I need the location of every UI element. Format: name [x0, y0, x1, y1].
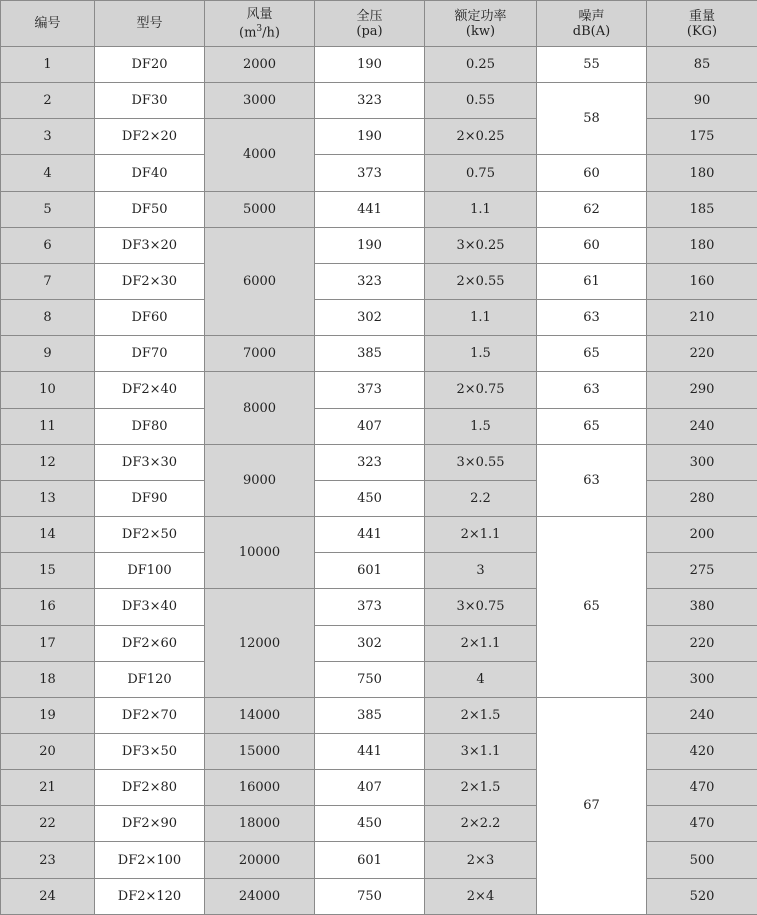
cell-power: 2×2.2 — [425, 806, 537, 842]
cell-pressure: 750 — [315, 661, 425, 697]
cell-noise: 67 — [537, 697, 647, 914]
cell-weight: 470 — [647, 806, 757, 842]
cell-weight: 500 — [647, 842, 757, 878]
cell-power: 2×0.25 — [425, 119, 537, 155]
cell-airflow: 3000 — [205, 83, 315, 119]
cell-no: 1 — [1, 47, 95, 83]
cell-power: 0.25 — [425, 47, 537, 83]
cell-weight: 420 — [647, 733, 757, 769]
cell-weight: 290 — [647, 372, 757, 408]
cell-pressure: 450 — [315, 806, 425, 842]
cell-airflow: 10000 — [205, 517, 315, 589]
cell-weight: 275 — [647, 553, 757, 589]
cell-no: 11 — [1, 408, 95, 444]
cell-weight: 520 — [647, 878, 757, 914]
cell-pressure: 407 — [315, 408, 425, 444]
cell-weight: 220 — [647, 336, 757, 372]
cell-noise: 63 — [537, 372, 647, 408]
cell-model: DF120 — [95, 661, 205, 697]
cell-weight: 90 — [647, 83, 757, 119]
cell-model: DF3×40 — [95, 589, 205, 625]
cell-no: 7 — [1, 263, 95, 299]
cell-power: 1.1 — [425, 300, 537, 336]
header-model: 型号 — [95, 1, 205, 47]
cell-weight: 160 — [647, 263, 757, 299]
cell-model: DF2×100 — [95, 842, 205, 878]
header-weight — [647, 1, 757, 47]
cell-weight: 470 — [647, 770, 757, 806]
table-row — [1, 155, 757, 191]
cell-power: 3×0.75 — [425, 589, 537, 625]
cell-airflow: 5000 — [205, 191, 315, 227]
cell-noise: 60 — [537, 227, 647, 263]
cell-airflow: 20000 — [205, 842, 315, 878]
table-row — [1, 300, 757, 336]
cell-pressure: 407 — [315, 770, 425, 806]
header-no: 编号 — [1, 1, 95, 47]
cell-pressure: 750 — [315, 878, 425, 914]
cell-no: 10 — [1, 372, 95, 408]
cell-model: DF100 — [95, 553, 205, 589]
cell-model: DF2×60 — [95, 625, 205, 661]
cell-airflow: 12000 — [205, 589, 315, 697]
cell-airflow: 9000 — [205, 444, 315, 516]
cell-no: 24 — [1, 878, 95, 914]
table-row — [1, 47, 757, 83]
cell-model: DF2×80 — [95, 770, 205, 806]
cell-no: 20 — [1, 733, 95, 769]
cell-no: 22 — [1, 806, 95, 842]
cell-no: 19 — [1, 697, 95, 733]
cell-pressure: 302 — [315, 300, 425, 336]
cell-power: 2×4 — [425, 878, 537, 914]
cell-pressure: 441 — [315, 517, 425, 553]
cell-noise: 58 — [537, 83, 647, 155]
cell-noise: 62 — [537, 191, 647, 227]
cell-no: 5 — [1, 191, 95, 227]
table-row — [1, 444, 757, 480]
cell-power: 2×1.5 — [425, 770, 537, 806]
cell-pressure: 385 — [315, 336, 425, 372]
cell-no: 2 — [1, 83, 95, 119]
cell-power: 0.75 — [425, 155, 537, 191]
header-power-label: 额定功率 — [454, 8, 507, 24]
table-row — [1, 83, 757, 119]
table-row — [1, 227, 757, 263]
cell-model: DF3×20 — [95, 227, 205, 263]
header-airflow-label: 风量 — [246, 6, 273, 22]
cell-no: 8 — [1, 300, 95, 336]
header-pressure-label: 全压 — [356, 8, 383, 24]
header-pressure — [315, 1, 425, 47]
cell-pressure: 190 — [315, 227, 425, 263]
cell-weight: 180 — [647, 155, 757, 191]
cell-pressure: 190 — [315, 47, 425, 83]
cell-power: 2×1.1 — [425, 517, 537, 553]
cell-no: 13 — [1, 480, 95, 516]
cell-power: 2×3 — [425, 842, 537, 878]
header-power — [425, 1, 537, 47]
cell-model: DF2×120 — [95, 878, 205, 914]
cell-no: 12 — [1, 444, 95, 480]
table-row — [1, 697, 757, 733]
cell-power: 0.55 — [425, 83, 537, 119]
cell-airflow: 16000 — [205, 770, 315, 806]
header-noise-unit: dB(A) — [572, 23, 611, 39]
cell-model: DF90 — [95, 480, 205, 516]
cell-weight: 280 — [647, 480, 757, 516]
cell-model: DF60 — [95, 300, 205, 336]
cell-model: DF2×20 — [95, 119, 205, 155]
table-row — [1, 408, 757, 444]
cell-noise: 63 — [537, 444, 647, 516]
cell-airflow: 8000 — [205, 372, 315, 444]
cell-pressure: 441 — [315, 191, 425, 227]
cell-model: DF3×50 — [95, 733, 205, 769]
cell-airflow: 6000 — [205, 227, 315, 335]
cell-no: 21 — [1, 770, 95, 806]
cell-model: DF50 — [95, 191, 205, 227]
cell-power: 2×0.75 — [425, 372, 537, 408]
cell-no: 9 — [1, 336, 95, 372]
cell-weight: 240 — [647, 408, 757, 444]
cell-weight: 85 — [647, 47, 757, 83]
header-airflow — [205, 1, 315, 47]
cell-weight: 300 — [647, 444, 757, 480]
cell-pressure: 190 — [315, 119, 425, 155]
cell-power: 3 — [425, 553, 537, 589]
cell-power: 2×1.1 — [425, 625, 537, 661]
header-airflow-unit: $(m^3/h)$ — [239, 23, 280, 41]
cell-pressure: 601 — [315, 842, 425, 878]
cell-airflow: 4000 — [205, 119, 315, 191]
cell-model: DF40 — [95, 155, 205, 191]
cell-no: 16 — [1, 589, 95, 625]
cell-noise: 63 — [537, 300, 647, 336]
cell-weight: 220 — [647, 625, 757, 661]
table-row — [1, 263, 757, 299]
cell-noise: 55 — [537, 47, 647, 83]
cell-pressure: 302 — [315, 625, 425, 661]
cell-airflow: 24000 — [205, 878, 315, 914]
cell-no: 6 — [1, 227, 95, 263]
cell-model: DF20 — [95, 47, 205, 83]
header-power-unit: (kw) — [465, 23, 496, 39]
cell-no: 15 — [1, 553, 95, 589]
cell-airflow: 18000 — [205, 806, 315, 842]
cell-model: DF2×40 — [95, 372, 205, 408]
cell-airflow: 14000 — [205, 697, 315, 733]
cell-airflow: 2000 — [205, 47, 315, 83]
cell-weight: 300 — [647, 661, 757, 697]
header-noise-label: 噪声 — [578, 8, 605, 24]
cell-model: DF30 — [95, 83, 205, 119]
cell-pressure: 373 — [315, 589, 425, 625]
cell-model: DF2×70 — [95, 697, 205, 733]
cell-no: 23 — [1, 842, 95, 878]
cell-noise: 65 — [537, 408, 647, 444]
table-row — [1, 191, 757, 227]
cell-pressure: 323 — [315, 444, 425, 480]
cell-no: 14 — [1, 517, 95, 553]
cell-noise: 60 — [537, 155, 647, 191]
cell-pressure: 450 — [315, 480, 425, 516]
table-row — [1, 336, 757, 372]
header-pressure-unit: (pa) — [356, 23, 383, 39]
cell-model: DF70 — [95, 336, 205, 372]
cell-power: 1.5 — [425, 336, 537, 372]
cell-model: DF2×30 — [95, 263, 205, 299]
cell-weight: 180 — [647, 227, 757, 263]
cell-weight: 240 — [647, 697, 757, 733]
cell-weight: 210 — [647, 300, 757, 336]
cell-model: DF3×30 — [95, 444, 205, 480]
cell-model: DF2×90 — [95, 806, 205, 842]
cell-pressure: 601 — [315, 553, 425, 589]
cell-power: 2×0.55 — [425, 263, 537, 299]
cell-no: 18 — [1, 661, 95, 697]
cell-power: 4 — [425, 661, 537, 697]
cell-weight: 185 — [647, 191, 757, 227]
cell-airflow: 7000 — [205, 336, 315, 372]
cell-no: 4 — [1, 155, 95, 191]
cell-pressure: 373 — [315, 372, 425, 408]
cell-noise: 65 — [537, 336, 647, 372]
table-row — [1, 372, 757, 408]
cell-noise: 65 — [537, 517, 647, 698]
cell-power: 1.5 — [425, 408, 537, 444]
cell-airflow: 15000 — [205, 733, 315, 769]
cell-no: 3 — [1, 119, 95, 155]
cell-model: DF80 — [95, 408, 205, 444]
cell-model: DF2×50 — [95, 517, 205, 553]
cell-weight: 200 — [647, 517, 757, 553]
cell-pressure: 373 — [315, 155, 425, 191]
header-weight-unit: (KG) — [686, 23, 718, 39]
cell-pressure: 323 — [315, 263, 425, 299]
cell-pressure: 441 — [315, 733, 425, 769]
cell-weight: 380 — [647, 589, 757, 625]
header-row — [1, 1, 757, 47]
cell-pressure: 323 — [315, 83, 425, 119]
header-weight-label: 重量 — [688, 8, 715, 24]
cell-weight: 175 — [647, 119, 757, 155]
cell-power: 1.1 — [425, 191, 537, 227]
header-noise — [537, 1, 647, 47]
cell-no: 17 — [1, 625, 95, 661]
cell-noise: 61 — [537, 263, 647, 299]
cell-power: 3×0.25 — [425, 227, 537, 263]
cell-pressure: 385 — [315, 697, 425, 733]
cell-power: 3×0.55 — [425, 444, 537, 480]
table-row — [1, 517, 757, 553]
cell-power: 3×1.1 — [425, 733, 537, 769]
cell-power: 2.2 — [425, 480, 537, 516]
cell-power: 2×1.5 — [425, 697, 537, 733]
